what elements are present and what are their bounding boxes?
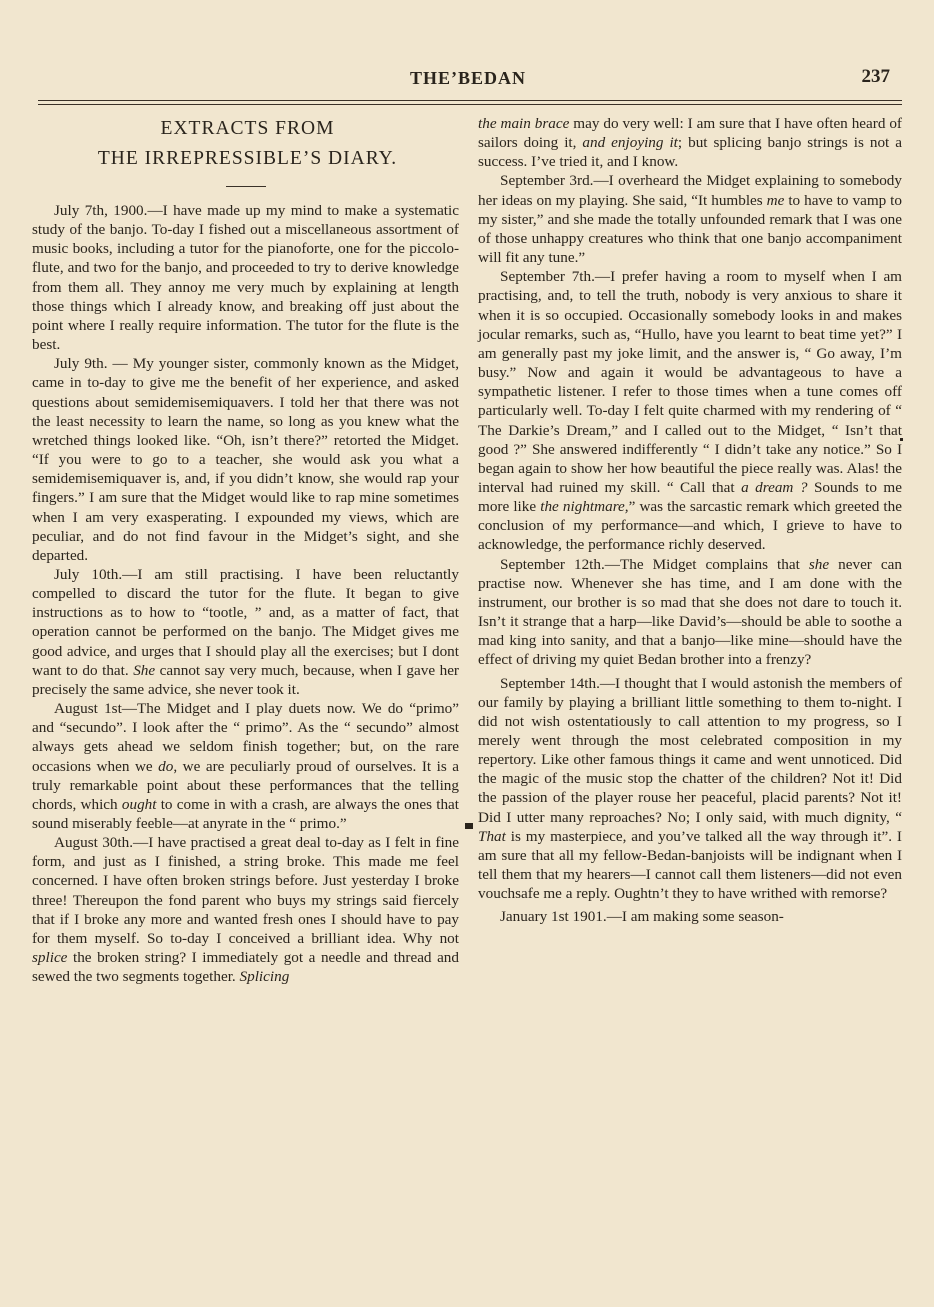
text: to come in with a crash, are always the ones that sound miserably feeble—at anyrate in the “ primo.” [32, 795, 460, 832]
emphasis: splice [32, 949, 68, 967]
text: September 12th.—The Midget complains that [500, 555, 809, 573]
title-line-1: EXTRACTS FROM [160, 118, 335, 139]
header-rule-top [38, 100, 902, 101]
emphasis: the main brace [478, 115, 570, 132]
text: July 10th.—I am still practising. I have been reluctantly compelled to discard the tutor for the flute. It began to give instructions as to how to “tootle, ” and, as a matter of fact, that operation cannot be performed on the banjo. The Midget gives me good advice, and urges that I should play all the exercises; but I dont want to do that. [32, 565, 459, 679]
emphasis: me [766, 191, 785, 209]
right-column [478, 114, 902, 927]
margin-mark [900, 438, 903, 441]
title-line-2: THE IRREPRESSIBLE’S DIARY. [97, 148, 398, 169]
text: the broken string? I immediately got a needle and thread and sewed the two segments together. [32, 949, 459, 986]
emphasis: she [808, 555, 830, 573]
text: September 3rd.—I overheard the Midget explaining to somebody her ideas on my playing. She said, “It humbles [478, 172, 902, 209]
running-title: THE’BEDAN [409, 68, 526, 88]
emphasis: ought [121, 795, 157, 813]
entry-july-9: July 9th. — My younger sister, commonly known as the Midget, came in to-day to give me the benefit of her experience, and asked questions about semidemisemiquavers. I told her that there was not the least necessity to learn the name, so long as you knew what the wretched things looked like. “Oh, isn’t there?” retorted the Midget. “If you were to go to a teacher, she would ask you what a semidemisemiquaver is, and, if you didn’t know, she would rap your fingers.” I am sure that the Midget would like to rap mine sometimes when I am very exasperating. I expounded my views, which are peculiar, and do not find favour in the Midget’s sight, and she departed. [32, 355, 459, 564]
emphasis: That [478, 827, 506, 845]
article-title [36, 114, 459, 174]
emphasis: the nightmare, [540, 498, 629, 516]
entry-august-1 [32, 699, 459, 833]
text: September 7th.—I prefer having a room to myself when I am practising, and, to tell the truth, nobody is very anxious to share it when it is so occupied. Occasionally somebody looks in and makes jocular remarks, such as, “Hullo, have you learnt to beat time yet?” I am generally past my joke limit, and the answer is, “ Go away, I’m busy.” Now and again it would be advantageous to have a sympathetic listener. I refer to those times when a tune comes off particularly well. To-day I felt quite charmed with my rendering of “ The Darkie’s Dream,” and I called out to the Midget, “ Isn’t that good ?” She answered indifferently “ I didn’t take any notice.” So I began again to show her how beautiful the piece really was. Alas! the interval had ruined my skill. “ Call that [478, 268, 902, 496]
emphasis: Splicing [239, 968, 290, 986]
emphasis: She [133, 661, 156, 679]
entry-september-12 [478, 555, 902, 670]
text: ” was the sarcastic remark which greeted the conclusion of my performance—and which, I grieve to have to acknowledge, the performance richly deserved. [478, 498, 902, 554]
text: , we are peculiarly proud of ourselves. It is a truly remarkable point about these performances that the telling chords, which [32, 757, 459, 813]
page-number: 237 [861, 66, 890, 87]
text: September 14th.—I thought that I would astonish the members of our family by playing a brilliant little something to them to-night. I did not wish ostentatiously to call attention to my progress, so I merely went through the most celebrated composition in my repertory. Like other famous things it came and went unnoticed. Did the magic of the music stop the chatter of the children? Not it! Did the passion of the player rouse her peaceful, placid parents? Not it! Did I utter many reproaches? No; I only said, with much dignity, “ [478, 674, 902, 826]
title-divider [226, 186, 266, 187]
entry-january-1: January 1st 1901.—I am making some season- [500, 908, 784, 926]
page-header [40, 62, 896, 92]
text: August 30th.—I have practised a great deal to-day as I felt in fine form, and just as I finished, a string broke. This made me feel concerned. I have often broken strings before. Just yesterday I broke three! Thereupon the fond parent who buys my strings said fiercely that if I broke any more and wanted fresh ones I should have to pay for them myself. So to-day I conceived a brilliant idea. Why not [32, 834, 459, 947]
text: Sounds to me more like [478, 478, 902, 516]
column-marker [465, 823, 473, 829]
entry-july-10 [32, 565, 459, 699]
left-column [32, 114, 459, 986]
text: never can practise now. Whenever she has time, and I am done with the instrument, our brother is so mad that she does not dare to touch it. Isn’t it strange that a harp—like David’s—should be able to soothe a mad king into sanity, and that a banjo—like mine—should have the effect of driving my quiet Bedan brother into a frenzy? [478, 555, 902, 669]
text: may do very well: I am sure that I have often heard of sailors doing it, [478, 115, 902, 152]
text: cannot say very much, because, when I gave her precisely the same advice, she never took it. [32, 661, 459, 698]
entry-september-14 [478, 674, 902, 904]
emphasis: and enjoying it [582, 134, 678, 152]
text: to have to vamp to my sister,” and she made the totally unfounded remark that I was one of those unhappy creatures who think that one banjo accompaniment will fit any tune.” [478, 191, 902, 267]
entry-july-7: July 7th, 1900.—I have made up my mind to make a systematic study of the banjo. To-day I fished out a miscellaneous assortment of music books, including a tutor for the pianoforte, one for the piccolo-flute, and two for the banjo, and proceeded to try to derive knowledge from them all. They annoy me very much by explaining at length those things which I already know, and breaking off just about the point where I really require information. The tutor for the flute is the best. [32, 202, 459, 354]
entry-continuation [478, 114, 902, 171]
header-rule-bottom [38, 104, 902, 105]
emphasis: a dream ? [741, 478, 808, 496]
entry-september-3 [478, 171, 902, 267]
text: August 1st—The Midget and I play duets now. We do “primo” and “secundo”. I look after the “ primo”. As the “ secundo” almost always gets ahead we seldom finish together; but, on the rare occasions when we [32, 700, 459, 775]
text: is my masterpiece, and you’ve talked all the way through it”. I am sure that all my fellow-Bedan-banjoists will be indignant when I tell them that my hearers—I cannot call them listeners—did not even vouchsafe me a reply. Oughtn’t they to have writhed with remorse? [478, 827, 902, 903]
entry-august-30 [32, 833, 459, 986]
entry-september-7 [478, 267, 902, 554]
emphasis: do [158, 757, 174, 775]
text: ; but splicing banjo strings is not a success. I’ve tried it, and I know. [478, 134, 902, 171]
